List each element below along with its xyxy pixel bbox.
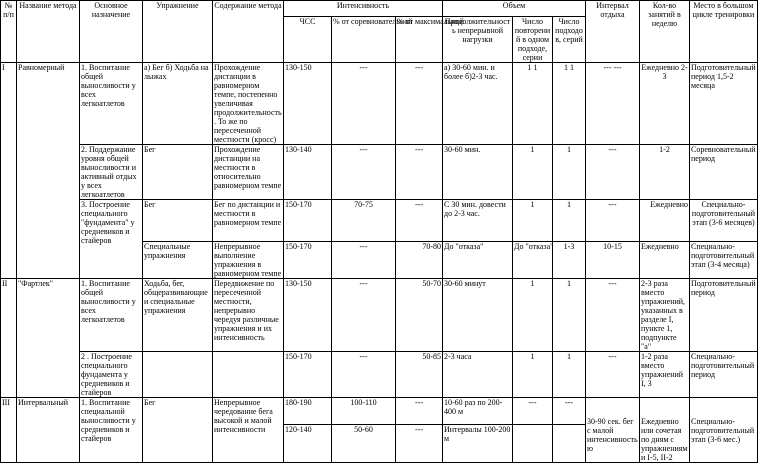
rest-cell: --- — [586, 352, 640, 398]
duration-cell: До "отказа" — [443, 242, 513, 279]
content-cell: Прохождение дистанции в равномерном темпе, постепенно увеличивая продолжительность. То же по пересеченной местности (кросс) — [214, 63, 282, 144]
cycle-cell: Подготовительный период — [690, 279, 758, 352]
hr-cell: 150-170 — [284, 200, 332, 242]
header-num: № п/п — [1, 1, 17, 63]
hr-cell: 130-150 — [284, 63, 332, 145]
sets-cell: --- — [553, 398, 586, 425]
per-week-cell: Ежедневно — [640, 242, 690, 279]
cycle-cell: Специально-подготовительный этап (3-6 месяцев) — [690, 200, 758, 242]
content-cell: Передвижение по пересеченной местности, непрерывно чередуя различные упражнения и их интенсивность — [213, 279, 284, 352]
exercise-cell: Бег — [143, 398, 213, 463]
exercise-cell: а) Бег б) Ходьба на лыжах — [143, 63, 213, 145]
reps-cell: 1 1 — [513, 63, 553, 145]
pct-max-cell: 50-70 — [396, 279, 443, 352]
rest-cell: --- — [586, 279, 640, 352]
exercise-cell: Бег — [143, 200, 213, 242]
pct-comp-cell: 100-110 — [332, 398, 396, 425]
table-row — [1, 63, 758, 145]
purpose-cell: 3. Построение специального "фундамента" у средневиков и стайеров — [80, 200, 143, 279]
header-hr: ЧСС — [284, 17, 332, 63]
pct-max-cell: 50-85 — [396, 352, 443, 398]
cycle-cell: Специально-подготовительный этап (3-6 мес.) — [690, 398, 758, 463]
per-week-cell: 2-3 раза вместо упражнений, указанных в разделе I, пункте 1, подпункте "а" — [640, 279, 690, 352]
method-name: Равномерный — [17, 63, 80, 279]
table-row — [1, 279, 758, 352]
header-sets: Число подходов, серий — [553, 17, 586, 63]
hr-cell: 180-190 — [284, 398, 332, 425]
reps-cell: 1 — [513, 279, 553, 352]
pct-max-cell: --- — [396, 398, 443, 425]
pct-max-cell: 70-80 — [396, 242, 443, 279]
method-name: "Фартлек" — [17, 279, 80, 398]
method-number: II — [1, 279, 17, 398]
rest-cell: --- — [586, 200, 640, 242]
pct-max-cell: --- — [396, 424, 443, 462]
purpose-cell: 2. Поддержание уровня общей выносливости и активный отдых у всех легкоатлетов — [80, 145, 143, 200]
exercise-cell — [143, 352, 213, 398]
duration-cell: 30-60 минут — [443, 279, 513, 352]
cycle-cell: Специально-подготовительный период — [690, 352, 758, 398]
cycle-cell: Соревновательный период — [690, 145, 758, 200]
purpose-cell: 2 . Построение специального фундамента у средневиков и стайеров — [80, 352, 143, 398]
hr-cell: 130-140 — [284, 145, 332, 200]
reps-cell: До "отказа" — [513, 242, 553, 279]
pct-comp-cell: --- — [332, 242, 396, 279]
pct-max-cell: --- — [396, 145, 443, 200]
method-number: I — [1, 63, 17, 279]
per-week-cell: 1-2 — [640, 145, 690, 200]
header-exercise: Упражнение — [143, 1, 213, 63]
header-reps: Число повторений в одном подходе, серии — [513, 17, 553, 63]
duration-cell: а) 30-60 мин. и более б)2-3 час. — [443, 63, 513, 145]
content-cell: Непрерывное чередование бега высокой и малой интенсивности — [213, 398, 284, 463]
duration-cell: 2-3 часа — [443, 352, 513, 398]
reps-cell: 1 — [513, 145, 553, 200]
rest-cell: 10-15 — [586, 242, 640, 279]
per-week-cell: Ежедневно или сочетая по дням с упражнениями I-5, II-2 — [640, 398, 690, 463]
header-purpose: Основное назначение — [80, 1, 143, 63]
hr-cell: 130-150 — [284, 279, 332, 352]
pct-comp-cell: 50-60 — [332, 424, 396, 462]
header-per-week: Кол-во занятий в неделю — [640, 1, 690, 63]
reps-cell: 1 — [513, 352, 553, 398]
hr-cell: 120-140 — [284, 424, 332, 462]
content-cell: Бег по дистанции и местности в равномерном темпе — [213, 200, 284, 242]
content-cell: Прохождение дистанции на местности в относительно равномерном темпе — [213, 145, 284, 200]
pct-comp-cell: --- — [332, 279, 396, 352]
content-cell — [213, 352, 284, 398]
header-intensity: Интенсивность — [284, 1, 443, 17]
cycle-cell: Подготовительный период 1,5-2 месяца — [690, 63, 758, 145]
sets-cell: 1 — [553, 352, 586, 398]
header-method: Название метода — [17, 1, 80, 63]
per-week-cell: Ежедневно 2-3 — [640, 63, 690, 145]
table-row — [1, 145, 758, 200]
purpose-cell: 1. Воспитание общей выносливости у всех легкоатлетов — [80, 63, 143, 145]
sets-cell: 1 — [553, 279, 586, 352]
header-rest: Интервал отдыха — [586, 1, 640, 63]
duration-cell: 30-60 мин. — [443, 145, 513, 200]
table-row — [1, 200, 758, 242]
method-name: Интервальный — [17, 398, 80, 463]
exercise-cell: Специальные упражнения — [143, 242, 213, 279]
per-week-cell: Ежедневно — [640, 200, 690, 242]
header-duration: Продолжительность непрерывной нагрузки — [443, 17, 513, 63]
pct-comp-cell: --- — [332, 145, 396, 200]
pct-max-cell: --- — [396, 200, 443, 242]
sets-cell: 1 1 — [553, 63, 586, 145]
duration-cell: С 30 мин. довести до 2-3 час. — [443, 200, 513, 242]
sets-cell: 1-3 — [553, 242, 586, 279]
sets-cell: 1 — [553, 200, 586, 242]
pct-comp-cell: 70-75 — [332, 200, 396, 242]
header-pct-comp: % от соревновательной — [332, 17, 396, 63]
per-week-cell: 1-2 раза вместо упражнений I, 3 — [640, 352, 690, 398]
duration-cell: 10-60 раз по 200-400 м — [443, 398, 513, 425]
purpose-cell: 1. Воспитание общей выносливости у всех легкоатлетов — [80, 279, 143, 352]
sets-cell: 1 — [553, 145, 586, 200]
duration-cell: Интервалы 100-200 м — [443, 424, 513, 462]
hr-cell: 150-170 — [284, 242, 332, 279]
pct-comp-cell: --- — [332, 352, 396, 398]
header-pct-max: % от максимальной — [396, 17, 443, 63]
reps-cell — [513, 424, 553, 462]
header-volume: Объем — [443, 1, 586, 17]
exercise-cell: Ходьба, бег, общеразвивающие и специальные упражнения — [143, 279, 213, 352]
reps-cell: --- — [513, 398, 553, 425]
cycle-cell: Специально-подготовительный этап (3-4 месяца) — [690, 242, 758, 279]
hr-cell: 150-170 — [284, 352, 332, 398]
sets-cell — [553, 424, 586, 462]
reps-cell: 1 — [513, 200, 553, 242]
exercise-cell: Бег — [143, 145, 213, 200]
rest-cell: --- --- — [586, 63, 640, 145]
table-row — [1, 398, 758, 425]
table-row — [1, 352, 758, 398]
rest-cell: --- — [586, 145, 640, 200]
rest-cell: 30-90 сек. бег с малой интенсивностью — [586, 398, 640, 463]
pct-comp-cell: --- — [332, 63, 396, 145]
content-cell: Непрерывное выполнение упражнения в равномерном темпе — [213, 242, 284, 279]
pct-max-cell: --- — [396, 63, 443, 145]
method-number: III — [1, 398, 17, 463]
header-content: Содержание метода — [213, 1, 284, 63]
purpose-cell: 1. Воспитание специальной выносливости у средневиков и стайеров — [80, 398, 143, 463]
header-cycle: Место в большом цикле тренировки — [690, 1, 758, 63]
